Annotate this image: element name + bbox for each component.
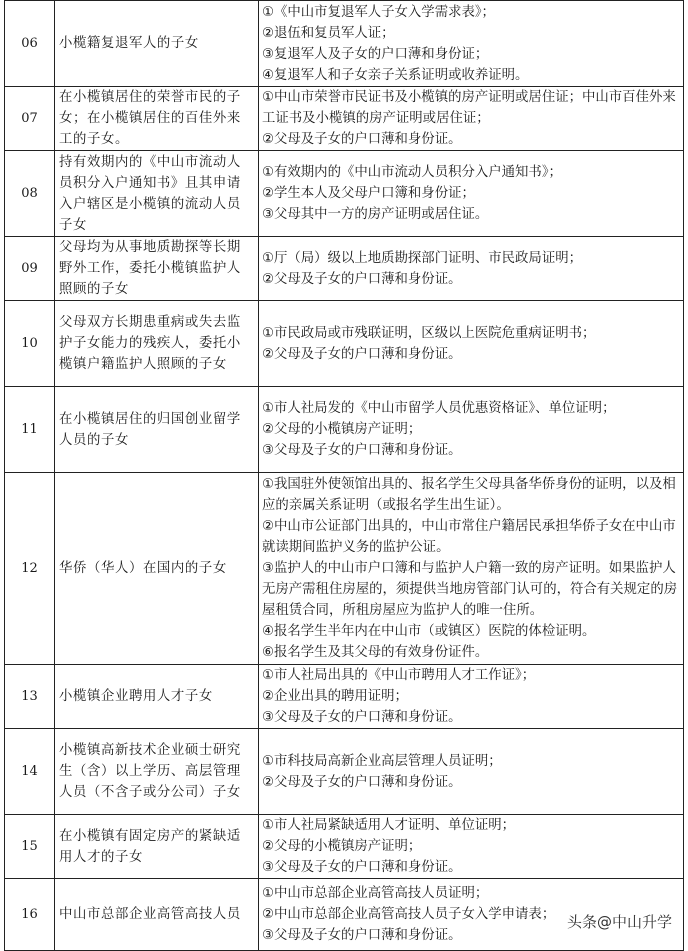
requirements-cell <box>259 473 684 665</box>
requirement-item: ④复退军人和子女亲子关系证明或收养证明。 <box>262 67 529 83</box>
category-cell: 小榄镇高新技术企业硕士研究生（含）以上学历、高层管理人员（不含子或分公司）子女 <box>55 729 259 815</box>
requirement-item: ④报名学生半年内在中山市（或镇区）医院的体检证明。 <box>262 624 596 639</box>
requirement-item: ①有效期内的《中山市流动人员积分入户通知书》； <box>262 165 562 180</box>
row-number: 09 <box>5 237 55 301</box>
requirement-item: ①市人社局紧缺适用人才证明、单位证明； <box>262 818 516 833</box>
watermark-handle: @中山升学 <box>596 913 672 931</box>
requirement-item: ⑥报名学生及其父母的有效身份证件。 <box>262 645 489 660</box>
requirement-item: ②中山市总部企业高管高技人员子女入学申请表； <box>262 907 556 922</box>
admission-requirements-table <box>4 0 684 951</box>
row-number: 15 <box>5 815 55 879</box>
requirement-item: ②父母及子女的户口薄和身份证。 <box>262 271 462 287</box>
category-cell: 小榄籍复退军人的子女 <box>55 1 259 87</box>
requirement-item: ②父母及子女的户口薄和身份证。 <box>262 774 462 790</box>
category-cell: 父母均为从事地质勘探等长期野外工作，委托小榄镇监护人照顾的子女 <box>55 237 259 301</box>
row-number: 14 <box>5 729 55 815</box>
requirement-item: ②中山市公证部门出具的，中山市常住户籍居民承担华侨子女在中山市就读期间监护义务的监护公证。 <box>262 519 676 555</box>
table-row <box>5 237 684 301</box>
table-row <box>5 87 684 151</box>
category-cell: 华侨（华人）在国内的子女 <box>55 473 259 665</box>
requirement-item: ③父母及子女的户口薄和身份证。 <box>262 710 462 725</box>
category-cell: 在小榄镇有固定房产的紧缺适用人才的子女 <box>55 815 259 879</box>
requirement-item: ①市人社局发的《中山市留学人员优惠资格证》、单位证明； <box>262 401 616 416</box>
requirement-item: ③父母及子女的户口薄和身份证。 <box>262 443 462 458</box>
requirement-item: ①市人社局出具的《中山市聘用人才工作证》； <box>262 668 536 683</box>
category-cell: 在小榄镇居住的归国创业留学人员的子女 <box>55 387 259 473</box>
row-number: 07 <box>5 87 55 151</box>
requirement-item: ②父母的小榄镇房产证明； <box>262 839 422 854</box>
requirement-item: ③父母其中一方的房产证明或居住证。 <box>262 207 489 222</box>
requirement-item: ③父母及子女的户口薄和身份证。 <box>262 860 462 875</box>
table-row <box>5 473 684 665</box>
table-row <box>5 387 684 473</box>
requirements-cell <box>259 237 684 301</box>
table-row <box>5 301 684 387</box>
requirements-cell <box>259 665 684 729</box>
requirement-item: ③父母及子女的户口薄和身份证。 <box>262 928 462 943</box>
requirements-cell <box>259 301 684 387</box>
watermark <box>565 911 674 932</box>
requirements-cell <box>259 87 684 151</box>
requirements-cell <box>259 387 684 473</box>
table-row <box>5 151 684 237</box>
requirement-item: ②父母的小榄镇房产证明； <box>262 422 422 437</box>
requirements-cell <box>259 151 684 237</box>
requirement-item: ②学生本人及父母户口簿和身份证； <box>262 186 475 201</box>
requirement-item: ①《中山市复退军人子女入学需求表》； <box>262 4 495 20</box>
requirements-cell <box>259 729 684 815</box>
requirements-cell <box>259 815 684 879</box>
requirement-item: ②父母及子女的户口薄和身份证。 <box>262 346 462 362</box>
category-cell: 父母双方长期患重病或失去监护子女能力的残疾人，委托小榄镇户籍监护人照顾的子女 <box>55 301 259 387</box>
requirement-item: ②父母及子女的户口薄和身份证。 <box>262 132 462 147</box>
requirement-item: ①市科技局高新企业高层管理人员证明； <box>262 753 502 769</box>
row-number: 08 <box>5 151 55 237</box>
requirement-item: ③监护人的中山市户口簿和与监护人户籍一致的房产证明。如果监护人无房产需租住房屋的，须提供当地房管部门认可的，符合有关规定的房屋租赁合同，所租房屋应为监护人的唯一住所。 <box>262 561 678 618</box>
requirements-cell <box>259 1 684 87</box>
table-row <box>5 1 684 87</box>
requirement-item: ①市民政局或市残联证明，区级以上医院危重病证明书； <box>262 325 596 341</box>
category-cell: 在小榄镇居住的荣誉市民的子女；在小榄镇居住的百佳外来工的子女。 <box>55 87 259 151</box>
requirement-item: ③复退军人及子女的户口薄和身份证； <box>262 46 489 62</box>
requirement-item: ②退伍和复员军人证； <box>262 25 395 41</box>
category-cell: 中山市总部企业高管高技人员 <box>55 879 259 951</box>
row-number: 13 <box>5 665 55 729</box>
category-cell: 小榄镇企业聘用人才子女 <box>55 665 259 729</box>
requirement-item: ①中山市总部企业高管高技人员证明； <box>262 886 489 901</box>
row-number: 16 <box>5 879 55 951</box>
requirement-item: ①厅（局）级以上地质勘探部门证明、市民政局证明； <box>262 250 582 266</box>
row-number: 10 <box>5 301 55 387</box>
table-row <box>5 665 684 729</box>
row-number: 12 <box>5 473 55 665</box>
row-number: 11 <box>5 387 55 473</box>
table-row <box>5 815 684 879</box>
requirement-item: ①中山市荣誉市民证书及小榄镇的房产证明或居住证；中山市百佳外来工证书及小榄镇的房产证明或居住证； <box>262 90 676 126</box>
row-number: 06 <box>5 1 55 87</box>
category-cell: 持有效期内的《中山市流动人员积分入户通知书》且其申请入户辖区是小榄镇的流动人员子女 <box>55 151 259 237</box>
requirement-item: ②企业出具的聘用证明； <box>262 689 408 704</box>
table-row <box>5 729 684 815</box>
watermark-prefix: 头条 <box>566 913 597 931</box>
requirement-item: ①我国驻外使领馆出具的、报名学生父母具备华侨身份的证明，以及相应的亲属关系证明（或报名学生出生证）。 <box>262 477 676 513</box>
